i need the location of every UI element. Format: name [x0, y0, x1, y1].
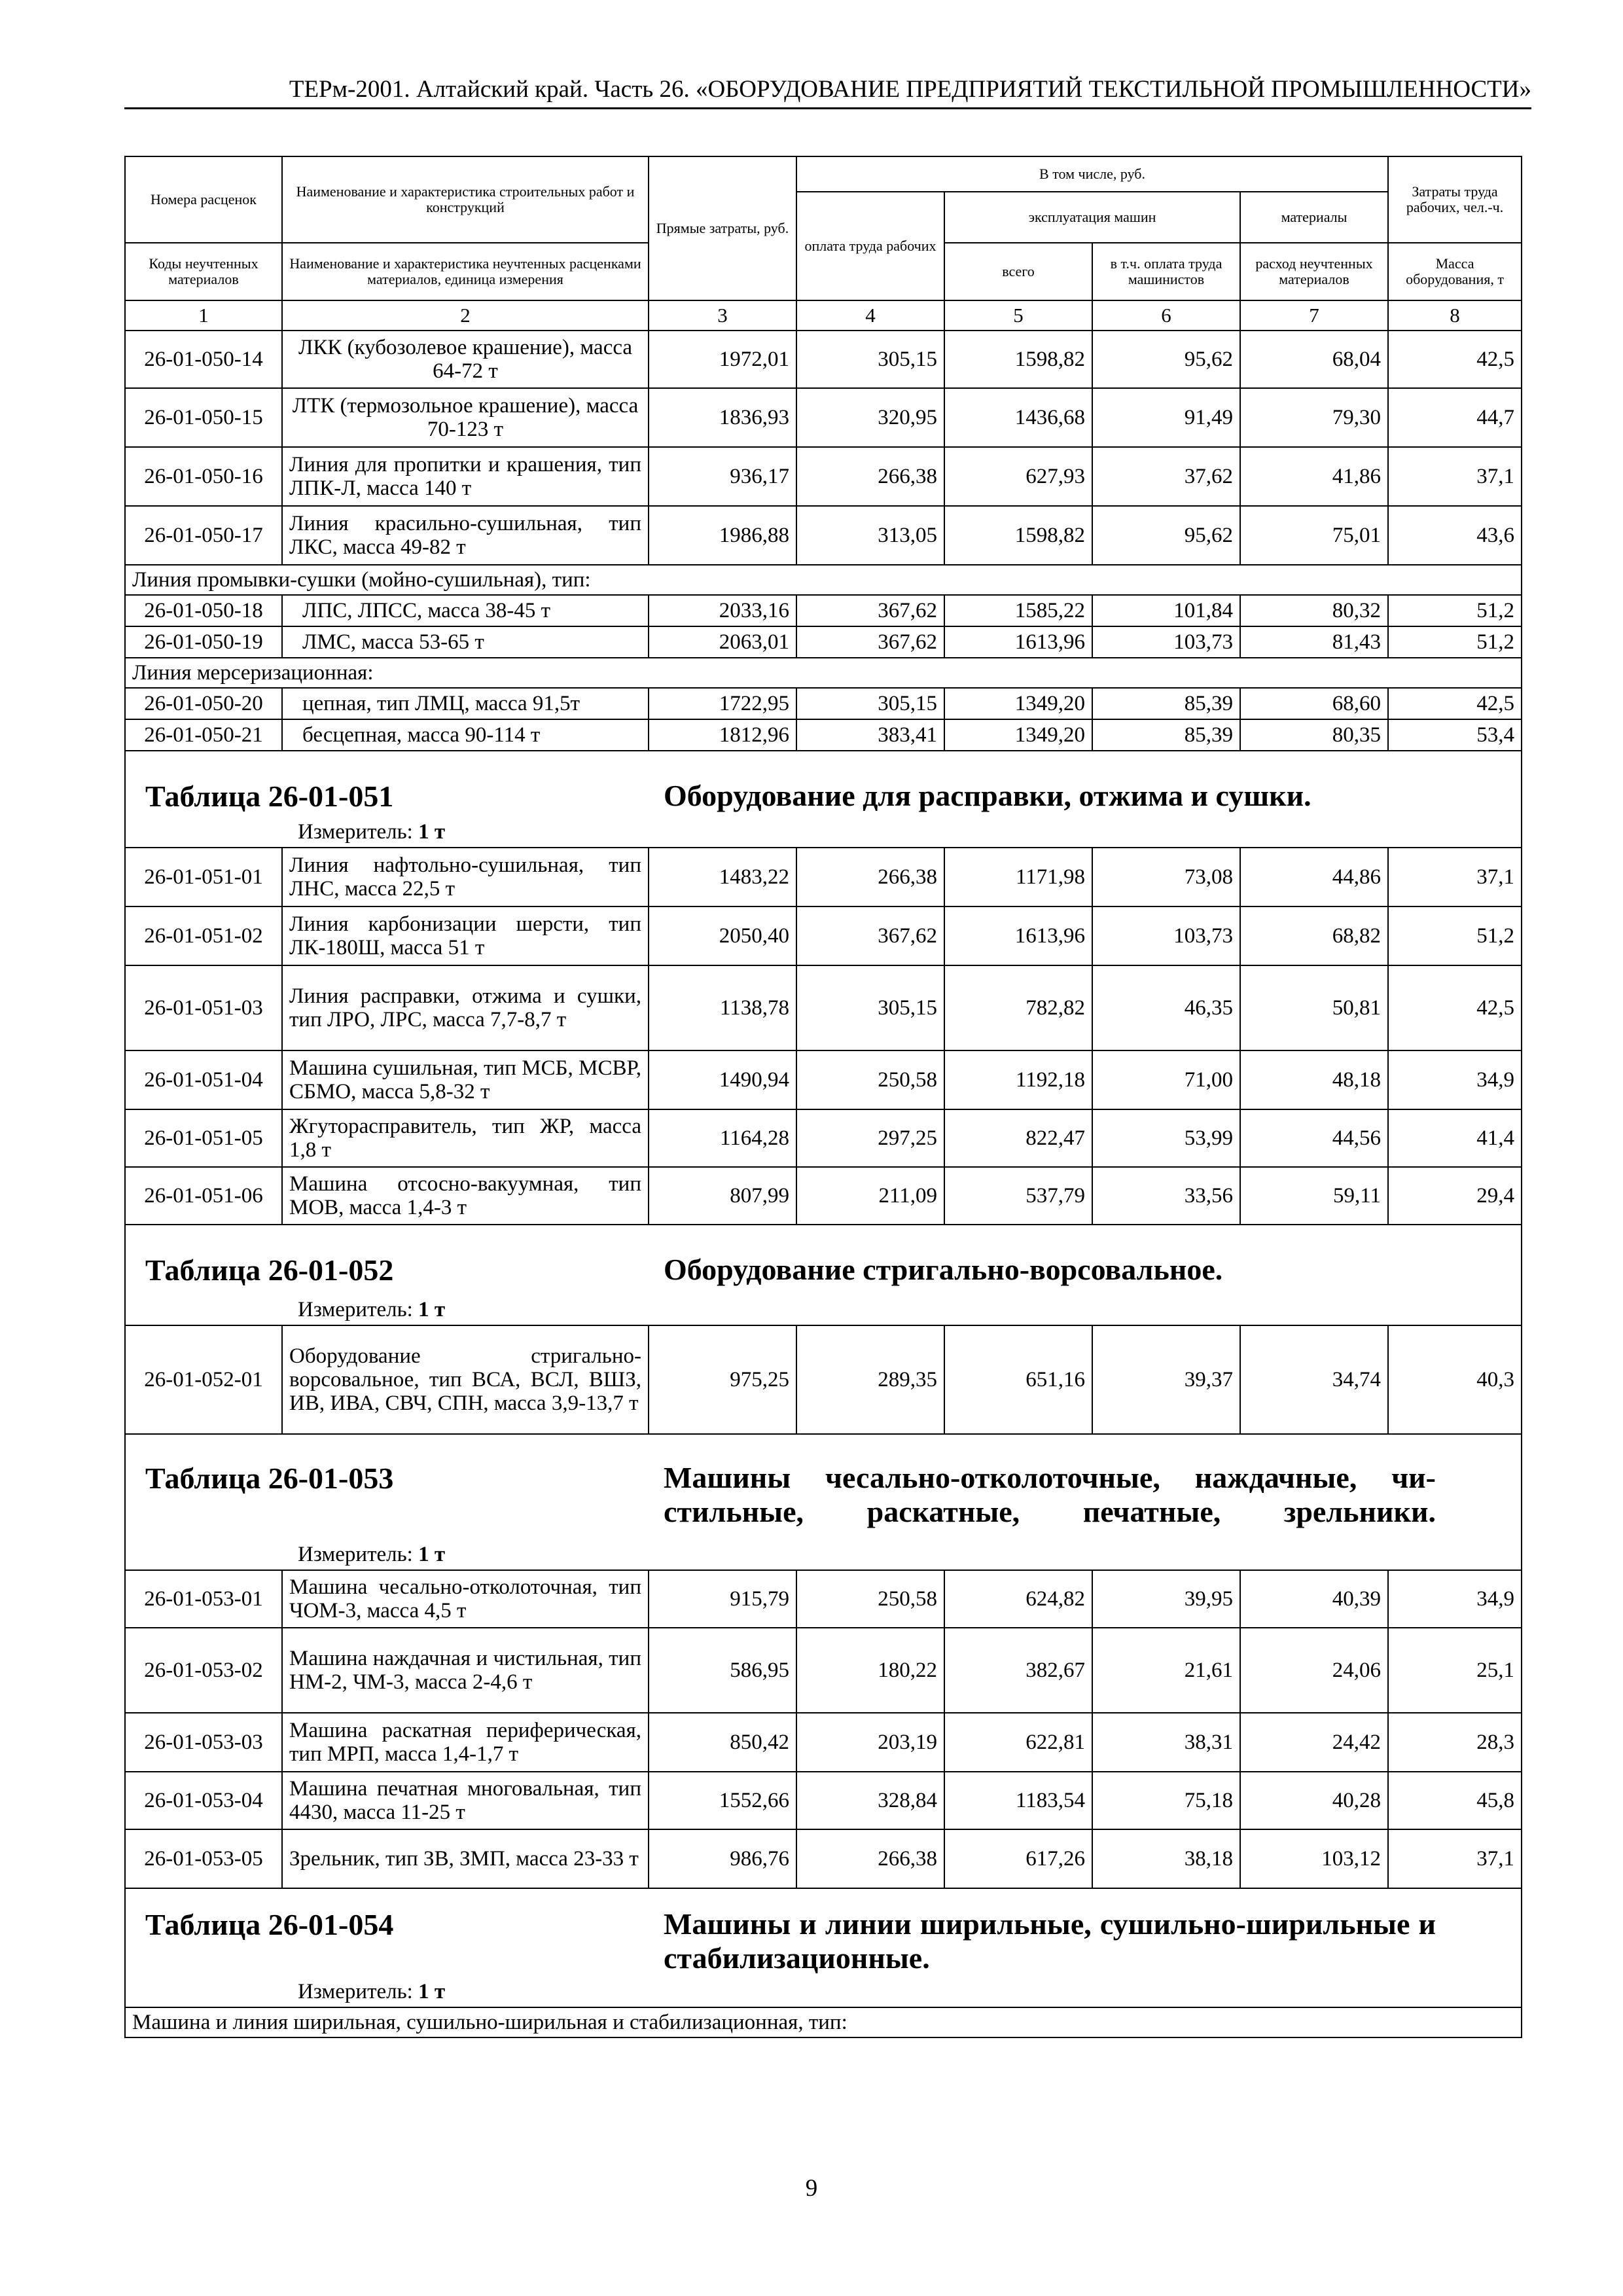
rate-name: Машина раскатная периферическая, тип МРП, масса 1,4-1,7 т — [282, 1713, 649, 1772]
unit-value: 1 т — [418, 1543, 446, 1566]
rate-code: 26-01-051-03 — [125, 965, 282, 1050]
price-table — [124, 156, 1522, 2038]
labor-costs: 42,5 — [1388, 965, 1522, 1050]
operator-pay: 38,18 — [1092, 1829, 1240, 1888]
table-title-row — [125, 1434, 1522, 1570]
operator-pay: 37,62 — [1092, 447, 1240, 506]
direct-costs: 915,79 — [649, 1570, 796, 1628]
column-number: 8 — [1388, 300, 1522, 331]
operator-pay: 73,08 — [1092, 848, 1240, 906]
table-row — [125, 1713, 1522, 1772]
table-body — [125, 331, 1522, 2037]
machines-total: 627,93 — [944, 447, 1092, 506]
machines-total: 1436,68 — [944, 388, 1092, 447]
worker-pay: 297,25 — [796, 1109, 944, 1167]
machines-total: 1192,18 — [944, 1050, 1092, 1109]
rate-code: 26-01-051-01 — [125, 848, 282, 906]
machines-total: 822,47 — [944, 1109, 1092, 1167]
rate-code: 26-01-053-03 — [125, 1713, 282, 1772]
unit-prefix: Измеритель: — [298, 1298, 413, 1321]
table-row — [125, 688, 1522, 719]
table-title-cell — [125, 1434, 1522, 1570]
rate-code: 26-01-052-01 — [125, 1325, 282, 1434]
header-materials: материалы — [1240, 192, 1388, 243]
labor-costs: 29,4 — [1388, 1167, 1522, 1225]
table-title-row — [125, 1888, 1522, 2007]
direct-costs: 807,99 — [649, 1167, 796, 1225]
rate-code: 26-01-050-15 — [125, 388, 282, 447]
table-title: Машины чесально-отколоточные, наждачные, чистильные, раскатные, печатные, зрельники. — [664, 1461, 1436, 1528]
labor-costs: 37,1 — [1388, 1829, 1522, 1888]
worker-pay: 367,62 — [796, 906, 944, 965]
column-number: 1 — [125, 300, 282, 331]
table-title-cell — [125, 751, 1522, 848]
table-title-cell — [125, 1888, 1522, 2007]
machines-total: 1349,20 — [944, 719, 1092, 751]
operator-pay: 103,73 — [1092, 626, 1240, 658]
labor-costs: 42,5 — [1388, 331, 1522, 388]
materials-cost: 68,04 — [1240, 331, 1388, 388]
header-operator-pay: в т.ч. оплата труда машинистов — [1092, 243, 1240, 300]
table-title-cell — [125, 1225, 1522, 1325]
labor-costs: 51,2 — [1388, 595, 1522, 626]
unit-prefix: Измеритель: — [298, 1543, 413, 1566]
machines-total: 1171,98 — [944, 848, 1092, 906]
machines-total: 1613,96 — [944, 626, 1092, 658]
direct-costs: 1972,01 — [649, 331, 796, 388]
worker-pay: 203,19 — [796, 1713, 944, 1772]
direct-costs: 2050,40 — [649, 906, 796, 965]
table-row — [125, 719, 1522, 751]
header-price-numbers: Номера расценок — [125, 156, 282, 243]
operator-pay: 53,99 — [1092, 1109, 1240, 1167]
table-row — [125, 965, 1522, 1050]
rate-name: ЛПС, ЛПСС, масса 38-45 т — [282, 595, 649, 626]
header-equipment-mass: Масса оборудования, т — [1388, 243, 1522, 300]
operator-pay: 85,39 — [1092, 688, 1240, 719]
materials-cost: 24,42 — [1240, 1713, 1388, 1772]
table-row — [125, 1570, 1522, 1628]
materials-cost: 44,86 — [1240, 848, 1388, 906]
operator-pay: 103,73 — [1092, 906, 1240, 965]
table-row — [125, 447, 1522, 506]
unit-label — [298, 1298, 445, 1322]
worker-pay: 266,38 — [796, 1829, 944, 1888]
table-title-row — [125, 1225, 1522, 1325]
rate-code: 26-01-050-20 — [125, 688, 282, 719]
direct-costs: 1483,22 — [649, 848, 796, 906]
header-work-name: Наименование и характеристика строительных работ и конструкций — [282, 156, 649, 243]
worker-pay: 211,09 — [796, 1167, 944, 1225]
header-machines: эксплуатация машин — [944, 192, 1240, 243]
table-row — [125, 1109, 1522, 1167]
rate-name: Машина чесально-отколоточная, тип ЧОМ-3, масса 4,5 т — [282, 1570, 649, 1628]
rate-name: Линия расправки, отжима и сушки, тип ЛРО, ЛРС, масса 7,7-8,7 т — [282, 965, 649, 1050]
labor-costs: 25,1 — [1388, 1628, 1522, 1713]
operator-pay: 91,49 — [1092, 388, 1240, 447]
direct-costs: 2063,01 — [649, 626, 796, 658]
rate-code: 26-01-050-18 — [125, 595, 282, 626]
worker-pay: 305,15 — [796, 965, 944, 1050]
operator-pay: 33,56 — [1092, 1167, 1240, 1225]
rate-name: ЛКК (кубозолевое крашение), масса 64-72 т — [282, 331, 649, 388]
labor-costs: 51,2 — [1388, 906, 1522, 965]
rate-name: Оборудование стригально-ворсовальное, тип ВСА, ВСЛ, ВШЗ, ИВ, ИВА, СВЧ, СПН, масса 3,9-13,7 т — [282, 1325, 649, 1434]
worker-pay: 367,62 — [796, 626, 944, 658]
labor-costs: 37,1 — [1388, 447, 1522, 506]
section-title: Линия промывки-сушки (мойно-сушильная), тип: — [125, 565, 1522, 595]
labor-costs: 42,5 — [1388, 688, 1522, 719]
machines-total: 617,26 — [944, 1829, 1092, 1888]
section-row — [125, 565, 1522, 595]
column-numbers-row — [125, 300, 1522, 331]
direct-costs: 1138,78 — [649, 965, 796, 1050]
direct-costs: 1812,96 — [649, 719, 796, 751]
table-row — [125, 848, 1522, 906]
materials-cost: 34,74 — [1240, 1325, 1388, 1434]
rate-name: Жгуторасправитель, тип ЖР, масса 1,8 т — [282, 1109, 649, 1167]
section-title: Машина и линия ширильная, сушильно-ширильная и стабилизационная, тип: — [125, 2007, 1522, 2037]
rate-code: 26-01-050-16 — [125, 447, 282, 506]
labor-costs: 40,3 — [1388, 1325, 1522, 1434]
machines-total: 782,82 — [944, 965, 1092, 1050]
table-row — [125, 906, 1522, 965]
column-number: 6 — [1092, 300, 1240, 331]
worker-pay: 266,38 — [796, 848, 944, 906]
column-number: 2 — [282, 300, 649, 331]
direct-costs: 936,17 — [649, 447, 796, 506]
worker-pay: 266,38 — [796, 447, 944, 506]
materials-cost: 50,81 — [1240, 965, 1388, 1050]
machines-total: 1349,20 — [944, 688, 1092, 719]
rate-code: 26-01-050-19 — [125, 626, 282, 658]
header-labor-costs: Затраты труда рабочих, чел.-ч. — [1388, 156, 1522, 243]
worker-pay: 250,58 — [796, 1050, 944, 1109]
running-header — [124, 68, 1531, 109]
rate-code: 26-01-050-17 — [125, 506, 282, 565]
materials-cost: 81,43 — [1240, 626, 1388, 658]
rate-name: Машина сушильная, тип МСБ, МСВР, СБМО, масса 5,8-32 т — [282, 1050, 649, 1109]
worker-pay: 305,15 — [796, 331, 944, 388]
machines-total: 537,79 — [944, 1167, 1092, 1225]
direct-costs: 586,95 — [649, 1628, 796, 1713]
labor-costs: 45,8 — [1388, 1772, 1522, 1829]
worker-pay: 289,35 — [796, 1325, 944, 1434]
rate-code: 26-01-053-04 — [125, 1772, 282, 1829]
table-number: Таблица 26-01-051 — [145, 780, 394, 813]
materials-cost: 80,32 — [1240, 595, 1388, 626]
rate-code: 26-01-051-02 — [125, 906, 282, 965]
rate-name: ЛМС, масса 53-65 т — [282, 626, 649, 658]
rate-name: Зрельник, тип ЗВ, ЗМП, масса 23-33 т — [282, 1829, 649, 1888]
materials-cost: 59,11 — [1240, 1167, 1388, 1225]
table-title-row — [125, 751, 1522, 848]
materials-cost: 44,56 — [1240, 1109, 1388, 1167]
rate-code: 26-01-050-21 — [125, 719, 282, 751]
machines-total: 1598,82 — [944, 331, 1092, 388]
table-number: Таблица 26-01-052 — [145, 1253, 394, 1287]
direct-costs: 850,42 — [649, 1713, 796, 1772]
table-header — [125, 156, 1522, 331]
rate-name: цепная, тип ЛМЦ, масса 91,5т — [282, 688, 649, 719]
rate-code: 26-01-051-06 — [125, 1167, 282, 1225]
table-number: Таблица 26-01-053 — [145, 1462, 394, 1495]
header-machines-total: всего — [944, 243, 1092, 300]
operator-pay: 21,61 — [1092, 1628, 1240, 1713]
page-number: 9 — [805, 2175, 818, 2202]
header-worker-pay: оплата труда рабочих — [796, 192, 944, 300]
direct-costs: 975,25 — [649, 1325, 796, 1434]
machines-total: 622,81 — [944, 1713, 1092, 1772]
materials-cost: 24,06 — [1240, 1628, 1388, 1713]
machines-total: 1183,54 — [944, 1772, 1092, 1829]
labor-costs: 34,9 — [1388, 1050, 1522, 1109]
rate-name: Линия красильно-сушильная, тип ЛКС, масса 49-82 т — [282, 506, 649, 565]
rate-code: 26-01-050-14 — [125, 331, 282, 388]
labor-costs: 53,4 — [1388, 719, 1522, 751]
rate-name: Линия карбонизации шерсти, тип ЛК-180Ш, масса 51 т — [282, 906, 649, 965]
materials-cost: 68,82 — [1240, 906, 1388, 965]
table-row — [125, 1628, 1522, 1713]
worker-pay: 367,62 — [796, 595, 944, 626]
labor-costs: 43,6 — [1388, 506, 1522, 565]
column-number: 7 — [1240, 300, 1388, 331]
table-row — [125, 1772, 1522, 1829]
worker-pay: 320,95 — [796, 388, 944, 447]
direct-costs: 1836,93 — [649, 388, 796, 447]
header-direct-costs: Прямые затраты, руб. — [649, 156, 796, 300]
rate-code: 26-01-053-05 — [125, 1829, 282, 1888]
running-header-text: ТЕРм-2001. Алтайский край. Часть 26. «ОБОРУДОВАНИЕ ПРЕДПРИЯТИЙ ТЕКСТИЛЬНОЙ ПРОМЫШЛЕННОСТИ» — [289, 76, 1531, 103]
worker-pay: 305,15 — [796, 688, 944, 719]
machines-total: 1613,96 — [944, 906, 1092, 965]
labor-costs: 41,4 — [1388, 1109, 1522, 1167]
unit-prefix: Измеритель: — [298, 1980, 413, 2003]
operator-pay: 101,84 — [1092, 595, 1240, 626]
unit-value: 1 т — [418, 1298, 446, 1321]
table-row — [125, 1050, 1522, 1109]
operator-pay: 46,35 — [1092, 965, 1240, 1050]
rate-name: Машина наждачная и чистильная, тип НМ-2, ЧМ-3, масса 2-4,6 т — [282, 1628, 649, 1713]
rate-name: Линия нафтольно-сушильная, тип ЛНС, масса 22,5 т — [282, 848, 649, 906]
operator-pay: 95,62 — [1092, 331, 1240, 388]
materials-cost: 40,28 — [1240, 1772, 1388, 1829]
unit-label — [298, 1543, 445, 1567]
worker-pay: 180,22 — [796, 1628, 944, 1713]
section-title: Линия мерсеризационная: — [125, 658, 1522, 688]
labor-costs: 28,3 — [1388, 1713, 1522, 1772]
operator-pay: 39,37 — [1092, 1325, 1240, 1434]
header-material-codes: Коды неучтенных материалов — [125, 243, 282, 300]
labor-costs: 51,2 — [1388, 626, 1522, 658]
direct-costs: 1552,66 — [649, 1772, 796, 1829]
materials-cost: 79,30 — [1240, 388, 1388, 447]
table-title: Машины и линии ширильные, сушильно-ширильные и стабилизационные. — [664, 1907, 1436, 1975]
column-number: 4 — [796, 300, 944, 331]
table-title: Оборудование для расправки, отжима и сушки. — [664, 779, 1311, 812]
machines-total: 651,16 — [944, 1325, 1092, 1434]
section-row — [125, 2007, 1522, 2037]
header-including: В том числе, руб. — [796, 156, 1388, 192]
worker-pay: 313,05 — [796, 506, 944, 565]
unit-label — [298, 1980, 445, 2004]
machines-total: 382,67 — [944, 1628, 1092, 1713]
unit-value: 1 т — [418, 820, 446, 844]
materials-cost: 103,12 — [1240, 1829, 1388, 1888]
rate-code: 26-01-051-04 — [125, 1050, 282, 1109]
worker-pay: 328,84 — [796, 1772, 944, 1829]
operator-pay: 85,39 — [1092, 719, 1240, 751]
machines-total: 1585,22 — [944, 595, 1092, 626]
worker-pay: 383,41 — [796, 719, 944, 751]
rate-code: 26-01-051-05 — [125, 1109, 282, 1167]
materials-cost: 41,86 — [1240, 447, 1388, 506]
rate-name: ЛТК (термозольное крашение), масса 70-123 т — [282, 388, 649, 447]
header-material-name: Наименование и характеристика неучтенных расценками материалов, единица измерения — [282, 243, 649, 300]
table-row — [125, 1167, 1522, 1225]
operator-pay: 71,00 — [1092, 1050, 1240, 1109]
operator-pay: 75,18 — [1092, 1772, 1240, 1829]
table-row — [125, 595, 1522, 626]
rate-name: Линия для пропитки и крашения, тип ЛПК-Л, масса 140 т — [282, 447, 649, 506]
operator-pay: 38,31 — [1092, 1713, 1240, 1772]
table-row — [125, 331, 1522, 388]
labor-costs: 34,9 — [1388, 1570, 1522, 1628]
header-unaccounted-materials: расход неучтенных материалов — [1240, 243, 1388, 300]
rate-code: 26-01-053-02 — [125, 1628, 282, 1713]
direct-costs: 1986,88 — [649, 506, 796, 565]
unit-label — [298, 820, 445, 844]
materials-cost: 80,35 — [1240, 719, 1388, 751]
unit-prefix: Измеритель: — [298, 820, 413, 844]
rate-code: 26-01-053-01 — [125, 1570, 282, 1628]
table-row — [125, 626, 1522, 658]
column-number: 3 — [649, 300, 796, 331]
table-row — [125, 506, 1522, 565]
operator-pay: 39,95 — [1092, 1570, 1240, 1628]
worker-pay: 250,58 — [796, 1570, 944, 1628]
materials-cost: 68,60 — [1240, 688, 1388, 719]
rate-name: Машина отсосно-вакуумная, тип МОВ, масса 1,4-3 т — [282, 1167, 649, 1225]
table-row — [125, 1325, 1522, 1434]
unit-value: 1 т — [418, 1980, 446, 2003]
direct-costs: 1164,28 — [649, 1109, 796, 1167]
table-number: Таблица 26-01-054 — [145, 1908, 394, 1941]
direct-costs: 1490,94 — [649, 1050, 796, 1109]
labor-costs: 44,7 — [1388, 388, 1522, 447]
labor-costs: 37,1 — [1388, 848, 1522, 906]
machines-total: 624,82 — [944, 1570, 1092, 1628]
section-row — [125, 658, 1522, 688]
rate-name: Машина печатная многовальная, тип 4430, масса 11-25 т — [282, 1772, 649, 1829]
rate-name: бесцепная, масса 90-114 т — [282, 719, 649, 751]
machines-total: 1598,82 — [944, 506, 1092, 565]
table-title: Оборудование стригально-ворсовальное. — [664, 1253, 1223, 1286]
direct-costs: 2033,16 — [649, 595, 796, 626]
materials-cost: 48,18 — [1240, 1050, 1388, 1109]
materials-cost: 40,39 — [1240, 1570, 1388, 1628]
operator-pay: 95,62 — [1092, 506, 1240, 565]
direct-costs: 1722,95 — [649, 688, 796, 719]
table-row — [125, 388, 1522, 447]
column-number: 5 — [944, 300, 1092, 331]
materials-cost: 75,01 — [1240, 506, 1388, 565]
table-row — [125, 1829, 1522, 1888]
direct-costs: 986,76 — [649, 1829, 796, 1888]
